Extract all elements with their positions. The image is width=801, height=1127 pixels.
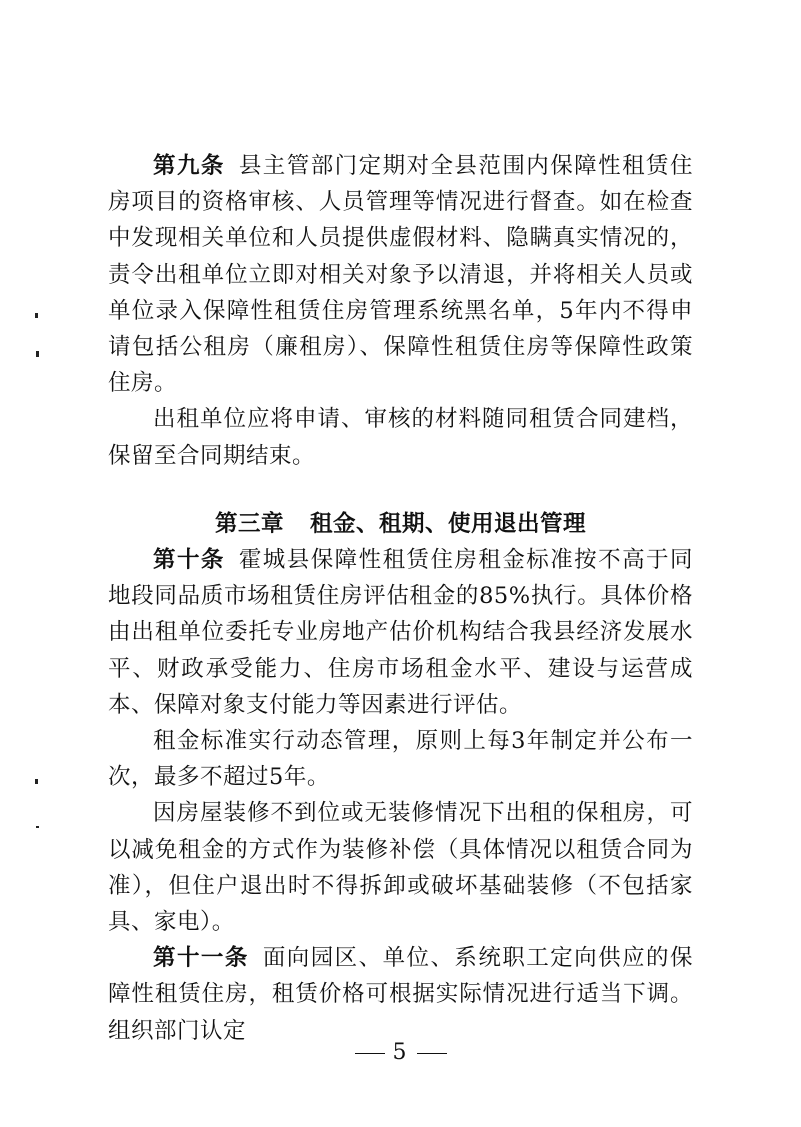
article-9-paragraph [108,148,693,401]
scan-mark [36,351,39,357]
article-11-paragraph [108,940,693,1049]
document-body [108,148,693,1049]
chapter-heading [108,506,693,542]
article-10-text: 霍城县保障性租赁住房租金标准按不高于同地段同品质市场租赁住房评估租金的85%执行。具体价格由出租单位委托专业房地产估价机构结合我县经济发展水平、财政承受能力、住房市场租金水平、建设与运营成本、保障对象支付能力等因素进行评估。 [108,547,693,718]
article-9-label: 第九条 [153,153,225,179]
scan-mark [36,826,39,828]
article-10-paragraph [108,542,693,723]
article-9-paragraph-2: 出租单位应将申请、审核的材料随同租赁合同建档，保留至合同期结束。 [108,406,693,469]
article-10-paragraph-3: 因房屋装修不到位或无装修情况下出租的保租房，可以减免租金的方式作为装修补偿（具体情况以租赁合同为准），但住户退出时不得拆卸或破坏基础装修（不包括家具、家电）。 [108,800,693,936]
chapter-number: 第三章 [214,510,284,537]
scan-mark [35,779,38,784]
page-number [0,1040,801,1065]
scan-mark [35,313,38,318]
article-10-label: 第十条 [153,547,225,574]
article-10-paragraph-2: 租金标准实行动态管理，原则上每3年制定并公布一次，最多不超过5年。 [108,728,693,791]
dash-right [417,1053,447,1054]
chapter-title: 租金、租期、使用退出管理 [310,510,587,537]
article-9-text: 县主管部门定期对全县范围内保障性租赁住房项目的资格审核、人员管理等情况进行督查。如在检查中发现相关单位和人员提供虚假材料、隐瞒真实情况的，责令出租单位立即对相关对象予以清退，并将相关人员或单位录入保障性租赁住房管理系统黑名单，5年内不得申请包括公租房（廉租房）、保障性租赁住房等保障性政策住房。 [108,153,693,397]
article-11-text: 面向园区、单位、系统职工定向供应的保障性租赁住房，租赁价格可根据实际情况进行适当下调。组织部门认定 [108,945,693,1044]
page-number-value: 5 [392,1040,409,1065]
dash-left [355,1053,385,1054]
article-11-label: 第十一条 [153,945,249,972]
